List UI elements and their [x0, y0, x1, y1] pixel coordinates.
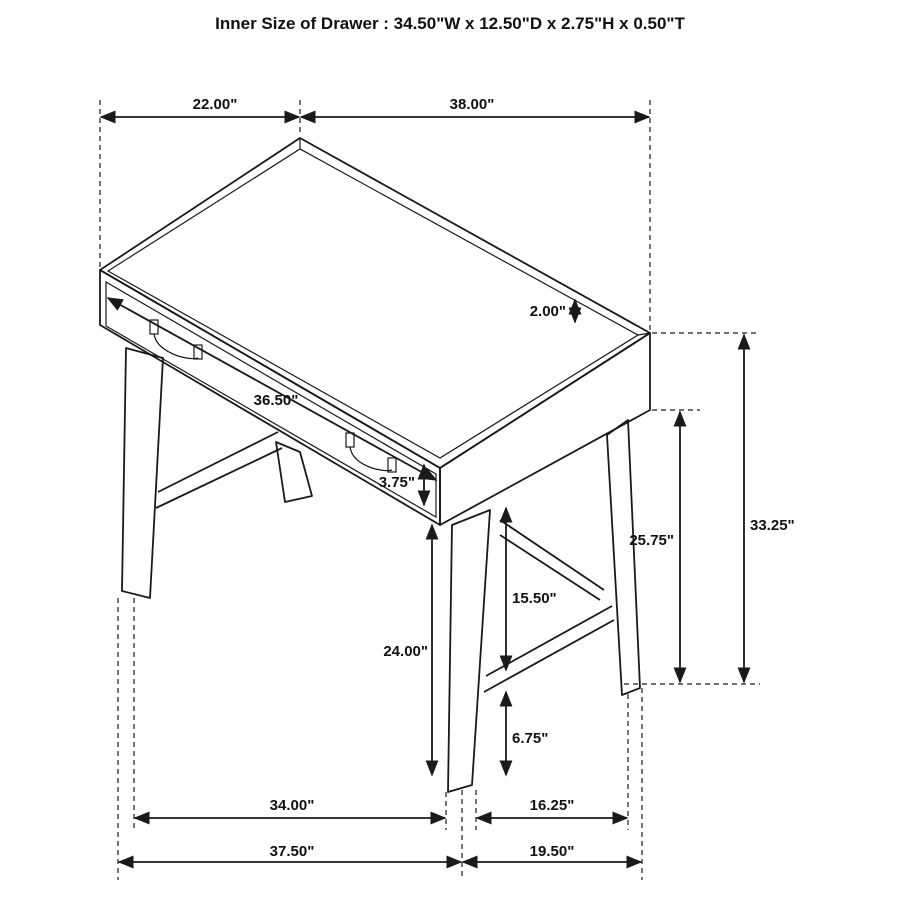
- leg-back-right: [607, 420, 640, 695]
- dim-knee-clearance: [383, 525, 432, 775]
- dim-apron-to-floor: [629, 412, 680, 682]
- dim-label: 6.75": [512, 730, 549, 747]
- leg-back-left: [276, 442, 312, 502]
- dim-side-leg-span: [477, 797, 627, 818]
- dim-label: 37.50": [269, 843, 315, 860]
- dim-label: 33.25": [750, 517, 795, 534]
- dim-depth-top: [101, 96, 299, 117]
- dim-footprint-width: [119, 843, 461, 862]
- dim-total-height: [744, 335, 795, 682]
- drawer-inner-size-caption: Inner Size of Drawer : 34.50"W x 12.50"D x 2.75"H x 0.50"T: [215, 14, 685, 33]
- desk-top: [100, 138, 650, 468]
- dim-stretcher-to-apron: [506, 508, 557, 670]
- dim-label: 22.00": [192, 96, 238, 113]
- leg-front-left: [122, 348, 163, 598]
- dim-label: 34.00": [269, 797, 315, 814]
- stretcher-left-side: [156, 432, 282, 508]
- dim-label: 25.75": [629, 532, 674, 549]
- dim-label: 38.00": [449, 96, 495, 113]
- dim-label: 36.50": [253, 392, 299, 409]
- dim-label: 19.50": [529, 843, 575, 860]
- dim-label: 15.50": [512, 590, 557, 607]
- dim-footprint-depth: [463, 843, 641, 862]
- dim-front-leg-span: [135, 797, 445, 818]
- dim-label: 2.00": [529, 303, 566, 320]
- dim-gallery-rail: [530, 300, 575, 322]
- dim-label: 16.25": [529, 797, 575, 814]
- dim-stretcher-to-floor: [506, 692, 548, 775]
- dim-label: 3.75": [378, 474, 415, 491]
- side-apron: [440, 333, 650, 525]
- stretcher-back: [500, 520, 604, 600]
- dim-label: 24.00": [383, 643, 428, 660]
- leg-front-right: [448, 510, 490, 792]
- extension-lines: [100, 100, 760, 880]
- dim-width-top: [301, 96, 649, 117]
- stretcher-right-side: [484, 606, 614, 692]
